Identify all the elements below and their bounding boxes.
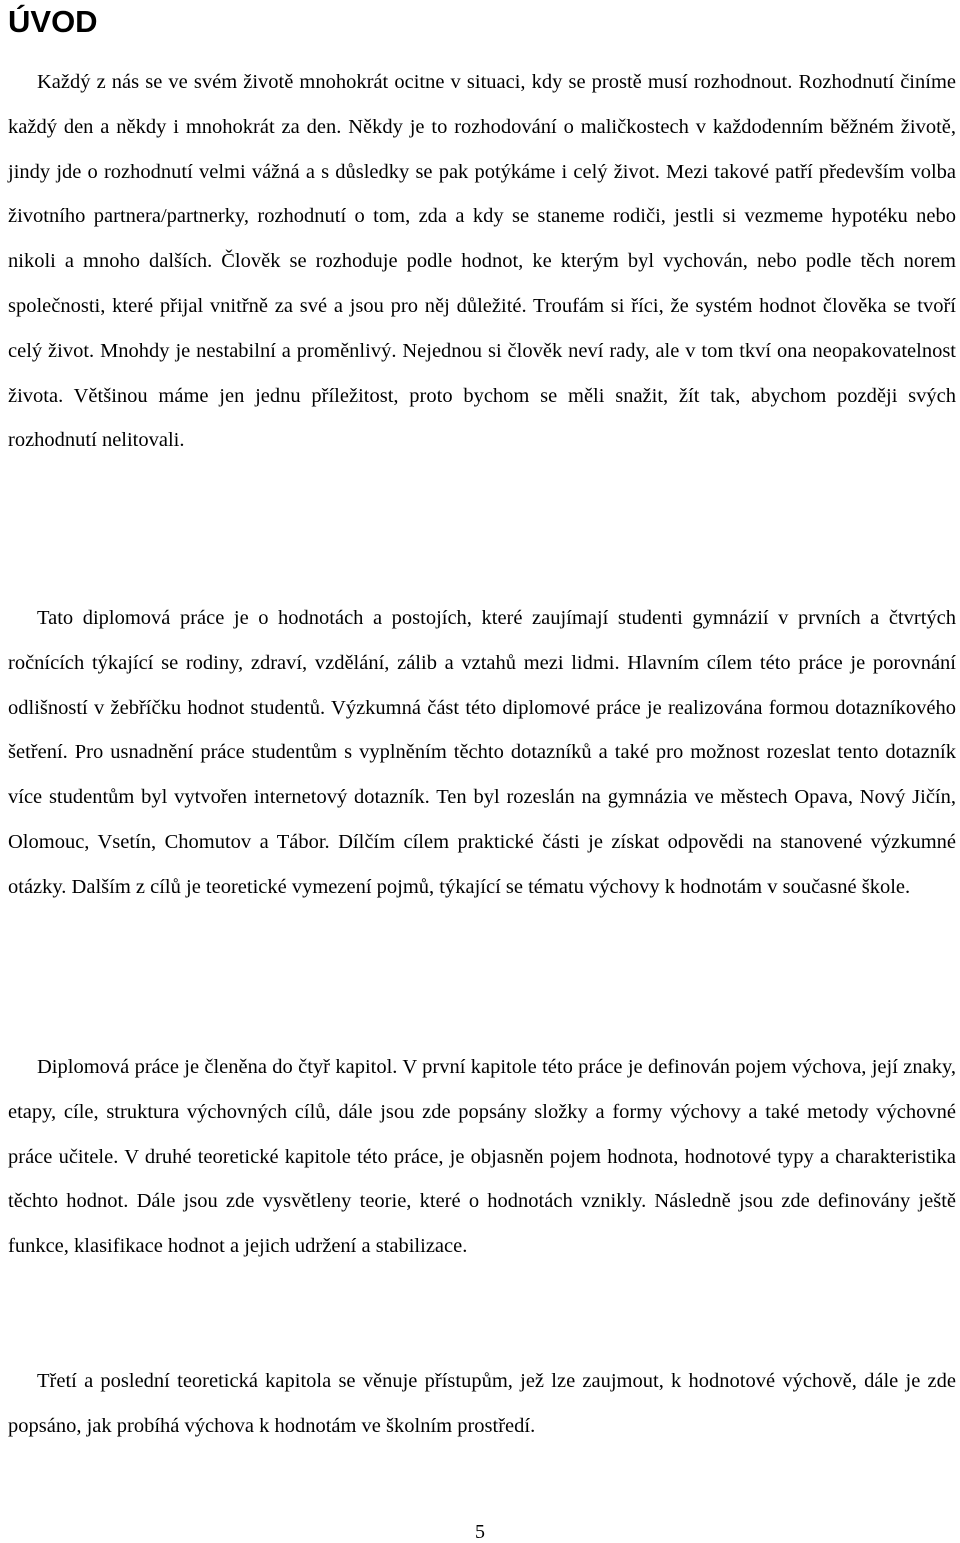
chapter-heading: ÚVOD bbox=[8, 4, 98, 39]
page-number: 5 bbox=[475, 1521, 485, 1543]
paragraph-3: Diplomová práce je členěna do čtyř kapitol. V první kapitole této práce je definován pojem výchova, její znaky, etapy, cíle, struktura výchovných cílů, dále jsou zde popsány složky a formy výchovy a také metody výchovné práce učitele. V druhé teoretické kapitole této práce, je objasněn pojem hodnota, hodnotové typy a charakteristika těchto hodnot. Dále jsou zde vysvětleny teorie, které o hodnotách vznikly. Následně jsou zde definovány ještě funkce, klasifikace hodnot a jejich udržení a stabilizace. bbox=[8, 1056, 956, 1258]
paragraph-4: Třetí a poslední teoretická kapitola se věnuje přístupům, jež lze zaujmout, k hodnotové výchově, dále je zde popsáno, jak probíhá výchova k hodnotám ve školním prostředí. bbox=[8, 1370, 956, 1437]
paragraph-1: Každý z nás se ve svém životě mnohokrát ocitne v situaci, kdy se prostě musí rozhodnout. Rozhodnutí činíme každý den a někdy i mnohokrát za den. Někdy je to rozhodování o maličkostech v každodenním běžném životě, jindy jde o rozhodnutí velmi vážná a s důsledky se pak potýkáme i celý život. Mezi takové patří především volba životního partnera/partnerky, rozhodnutí o tom, zda a kdy se staneme rodiči, jestli si vezmeme hypotéku nebo nikoli a mnoho dalších. Člověk se rozhoduje podle hodnot, ke kterým byl vychován, nebo podle těch norem společnosti, které přijal vnitřně za své a jsou pro něj důležité. Troufám si říci, že systém hodnot člověka se tvoří celý život. Mnohdy je nestabilní a proměnlivý. Nejednou si člověk neví rady, ale v tom tkví ona neopakovatelnost života. Většinou máme jen jednu příležitost, proto bychom se měli snažit, žít tak, abychom později svých rozhodnutí nelitovali. bbox=[8, 71, 956, 452]
paragraph-2: Tato diplomová práce je o hodnotách a postojích, které zaujímají studenti gymnázií v prvních a čtvrtých ročnících týkající se rodiny, zdraví, vzdělání, zálib a vztahů mezi lidmi. Hlavním cílem této práce je porovnání odlišností v žebříčku hodnot studentů. Výzkumná část této diplomové práce je realizována formou dotazníkového šetření. Pro usnadnění práce studentům s vyplněním těchto dotazníků a také pro možnost rozeslat tento dotazník více studentům byl vytvořen internetový dotazník. Ten byl rozeslán na gymnázia ve městech Opava, Nový Jičín, Olomouc, Vsetín, Chomutov a Tábor. Dílčím cílem praktické části je získat odpovědi na stanovené výzkumné otázky. Dalším z cílů je teoretické vymezení pojmů, týkající se tématu výchovy k hodnotám v současné škole. bbox=[8, 607, 956, 898]
